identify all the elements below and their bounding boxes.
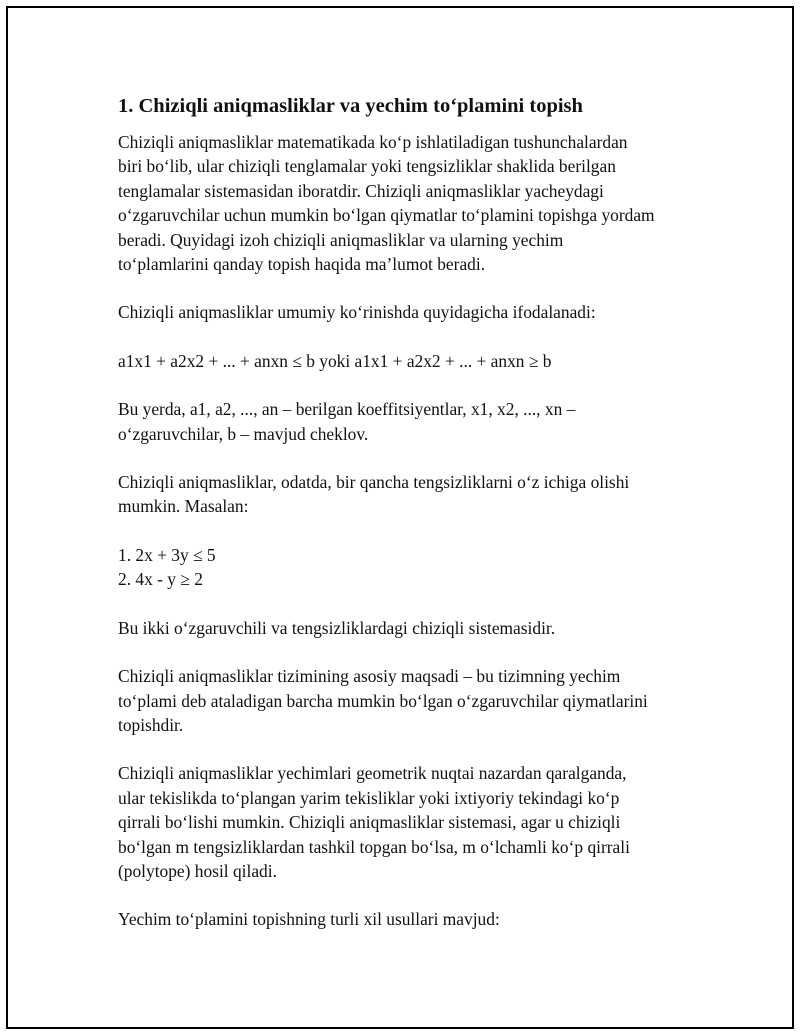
paragraph-system-note (118, 616, 698, 640)
text-line: Yechim to‘plamini topishning turli xil usullari mavjud: (118, 909, 500, 930)
text-line: beradi. Quyidagi izoh chiziqli aniqmasliklar va ularning yechim (118, 229, 564, 250)
text-line: Chiziqli aniqmasliklar tizimining asosiy maqsadi – bu tizimning yechim (118, 666, 621, 687)
text-line: o‘zgaruvchilar uchun mumkin bo‘lgan qiymatlar to‘plamini topishga yordam (118, 205, 655, 226)
text-line: o‘zgaruvchilar, b – mavjud cheklov. (118, 423, 369, 444)
example-list (118, 543, 698, 592)
text-line: bo‘lgan m tengsizliklardan tashkil topgan bo‘lsa, m o‘lchamli ko‘p qirrali (118, 836, 630, 857)
list-item: 2. 4x - y ≥ 2 (118, 569, 203, 590)
paragraph-geometry (118, 761, 698, 883)
text-line: tenglamalar sistemasidan iboratdir. Chiziqli aniqmasliklar yacheydagi (118, 180, 604, 201)
formula-line (118, 349, 698, 373)
paragraph-goal (118, 664, 698, 737)
text-line: Bu yerda, a1, a2, ..., an – berilgan koeffitsiyentlar, x1, x2, ..., xn – (118, 399, 576, 420)
text-line: topishdir. (118, 714, 184, 735)
text-line: ular tekislikda to‘plangan yarim tekisliklar yoki ixtiyoriy tekindagi ko‘p (118, 787, 620, 808)
text-line: Bu ikki o‘zgaruvchili va tengsizliklardagi chiziqli sistemasidir. (118, 617, 556, 638)
text-line: Chiziqli aniqmasliklar, odatda, bir qancha tengsizliklarni o‘z ichiga olishi (118, 472, 630, 493)
text-line: Chiziqli aniqmasliklar umumiy ko‘rinishda quyidagicha ifodalanadi: (118, 302, 596, 323)
text-line: mumkin. Masalan: (118, 496, 249, 517)
paragraph-definitions (118, 397, 698, 446)
text-line: a1x1 + a2x2 + ... + anxn ≤ b yoki a1x1 + a2x2 + ... + anxn ≥ b (118, 350, 552, 371)
paragraph-example-intro (118, 470, 698, 519)
text-line: Chiziqli aniqmasliklar yechimlari geometrik nuqtai nazardan qaralganda, (118, 763, 627, 784)
text-line: biri bo‘lib, ular chiziqli tenglamalar yoki tengsizliklar shaklida berilgan (118, 156, 616, 177)
text-line: to‘plami deb ataladigan barcha mumkin bo‘lgan o‘zgaruvchilar qiymatlarini (118, 690, 648, 711)
paragraph-methods (118, 907, 698, 931)
list-item: 1. 2x + 3y ≤ 5 (118, 544, 216, 565)
document-body (118, 92, 698, 956)
text-line: to‘plamlarini qanday topish haqida ma’lumot beradi. (118, 254, 486, 275)
section-heading: 1. Chiziqli aniqmasliklar va yechim to‘plamini topish (118, 95, 583, 117)
text-line: qirrali bo‘lishi mumkin. Chiziqli aniqmasliklar sistemasi, agar u chiziqli (118, 812, 621, 833)
paragraph-intro (118, 130, 698, 276)
paragraph-general-form (118, 300, 698, 324)
text-line: (polytope) hosil qiladi. (118, 860, 277, 881)
text-line: Chiziqli aniqmasliklar matematikada ko‘p ishlatiladigan tushunchalardan (118, 132, 628, 152)
